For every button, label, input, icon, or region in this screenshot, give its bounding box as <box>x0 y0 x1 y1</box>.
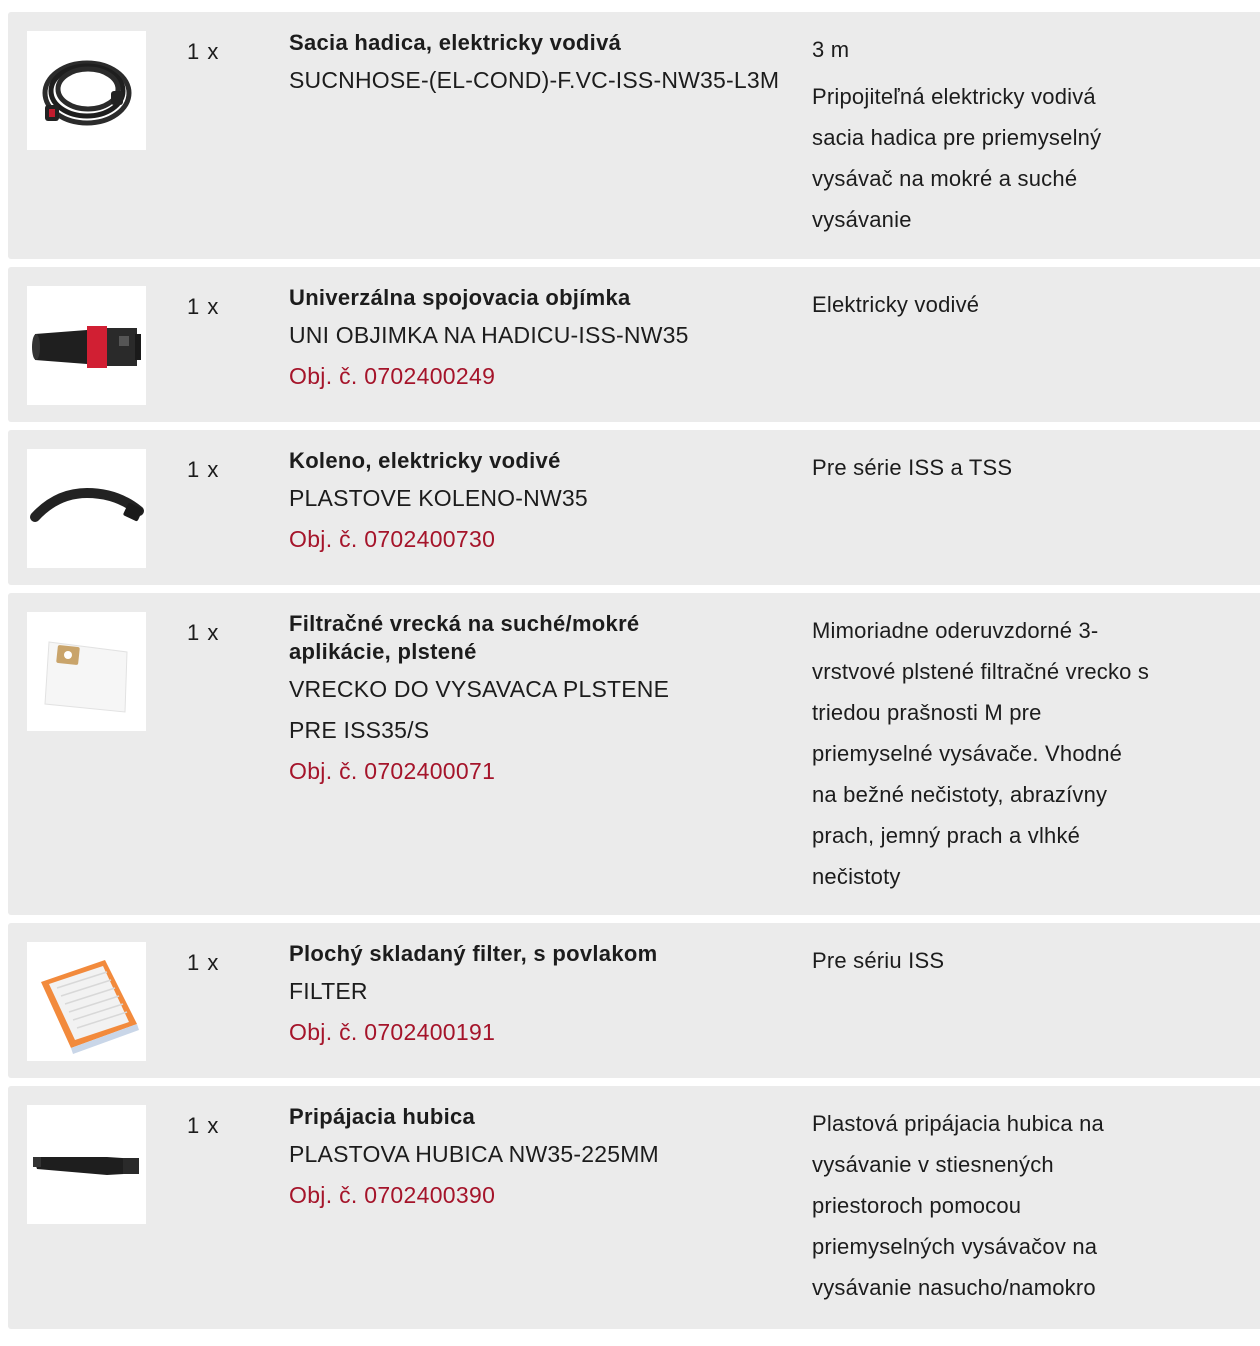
crevice-nozzle-image[interactable] <box>27 1105 146 1224</box>
quantity: 1 x <box>187 620 220 645</box>
quantity: 1 x <box>187 457 220 482</box>
list-item <box>8 923 1260 1078</box>
product-code: PLASTOVE KOLENO-NW35 <box>289 485 588 511</box>
product-info <box>289 447 784 560</box>
product-name: Pripájacia hubica <box>289 1104 476 1129</box>
description-line: Pre série ISS a TSS <box>812 455 1013 480</box>
filter-bag-image[interactable] <box>27 612 146 731</box>
product-name: Sacia hadica, elektricky vodivá <box>289 30 622 55</box>
list-item <box>8 430 1260 585</box>
product-code: FILTER <box>289 978 368 1004</box>
list-item <box>8 12 1260 259</box>
coupling-sleeve-image[interactable] <box>27 286 146 405</box>
quantity: 1 x <box>187 294 220 319</box>
product-info <box>289 29 784 101</box>
description-line: Pripojiteľná elektricky vodivá sacia hadica pre priemyselný vysávač na mokré a suché vysávanie <box>812 84 1102 232</box>
product-description <box>812 284 1152 325</box>
product-name: Univerzálna spojovacia objímka <box>289 285 631 310</box>
product-name: Plochý skladaný filter, s povlakom <box>289 941 658 966</box>
description-line: 3 m <box>812 37 850 62</box>
elbow-image[interactable] <box>27 449 146 568</box>
list-item <box>8 1086 1260 1329</box>
list-item <box>8 267 1260 422</box>
product-description <box>812 1103 1152 1308</box>
product-name: Koleno, elektricky vodivé <box>289 448 561 473</box>
product-code: VRECKO DO VYSAVACA PLSTENE PRE ISS35/S <box>289 676 670 743</box>
product-description <box>812 610 1152 897</box>
quantity: 1 x <box>187 39 220 64</box>
product-info <box>289 1103 784 1216</box>
product-description <box>812 29 1152 240</box>
product-info <box>289 940 784 1053</box>
product-code: PLASTOVA HUBICA NW35-225MM <box>289 1141 659 1167</box>
product-info <box>289 284 784 397</box>
quantity: 1 x <box>187 950 220 975</box>
order-number: Obj. č. 0702400071 <box>289 758 496 784</box>
description-line: Mimoriadne oderuvzdorné 3-vrstvové plstené filtračné vrecko s triedou prašnosti M pre priemyselné vysávače. Vhodné na bežné nečistoty, abrazívny prach, jemný prach a vlhké nečistoty <box>812 618 1150 889</box>
order-number: Obj. č. 0702400390 <box>289 1182 496 1208</box>
product-description <box>812 447 1152 488</box>
product-code: UNI OBJIMKA NA HADICU-ISS-NW35 <box>289 322 689 348</box>
flat-pleated-filter-image[interactable] <box>27 942 146 1061</box>
description-line: Pre sériu ISS <box>812 948 945 973</box>
order-number: Obj. č. 0702400249 <box>289 363 496 389</box>
list-item <box>8 593 1260 915</box>
product-info <box>289 610 784 792</box>
product-description <box>812 940 1152 981</box>
suction-hose-image[interactable] <box>27 31 146 150</box>
product-name: Filtračné vrecká na suché/mokré aplikácie, plstené <box>289 611 640 664</box>
order-number: Obj. č. 0702400730 <box>289 526 496 552</box>
quantity: 1 x <box>187 1113 220 1138</box>
description-line: Elektricky vodivé <box>812 292 980 317</box>
order-number: Obj. č. 0702400191 <box>289 1019 496 1045</box>
product-code: SUCNHOSE-(EL-COND)-F.VC-ISS-NW35-L3M <box>289 67 780 93</box>
description-line: Plastová pripájacia hubica na vysávanie v stiesnených priestoroch pomocou priemyselných vysávačov na vysávanie nasucho/namokro <box>812 1111 1104 1300</box>
